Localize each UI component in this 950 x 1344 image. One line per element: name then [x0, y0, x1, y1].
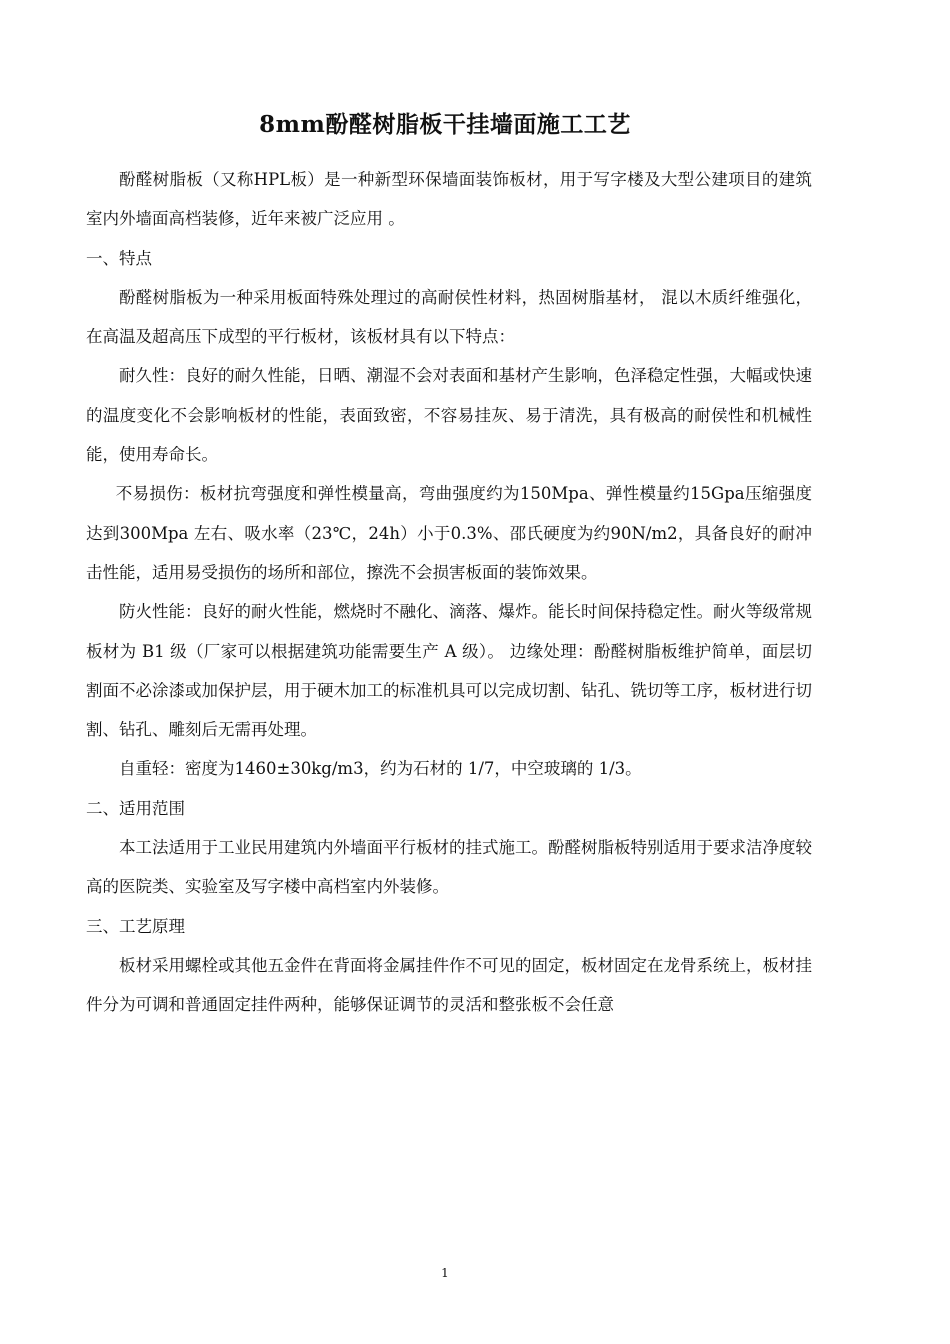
durability-paragraph: 耐久性：良好的耐久性能，日晒、潮湿不会对表面和基材产生影响，色泽稳定性强，大幅或快速的温度变化不会影响板材的性能，表面致密，不容易挂灰、易于清洗，具有极高的耐侯性和机械性能，使用寿命长。 — [86, 366, 812, 465]
section-heading-features: 一、特点 — [86, 248, 152, 268]
section-heading-scope: 二、适用范围 — [86, 798, 185, 818]
scope-paragraph: 本工法适用于工业民用建筑内外墙面平行板材的挂式施工。酚醛树脂板特别适用于要求洁净度较高的医院类、实验室及写字楼中高档室内外装修。 — [86, 838, 812, 897]
fire-performance-paragraph: 防火性能：良好的耐火性能，燃烧时不融化、滴落、爆炸。能长时间保持稳定性。耐火等级常规板材为 B1 级（厂家可以根据建筑功能需要生产 A 级）。 边缘处理：酚醛树脂板维护简单，面层切割面不必涂漆或加保护层，用于硬木加工的标准机具可以完成切割、钻孔、铣切等工序，板材进行切割、钻孔、雕刻后无需再处理。 — [86, 602, 812, 740]
page-number: 1 — [441, 1266, 449, 1280]
principle-paragraph: 板材采用螺栓或其他五金件在背面将金属挂件作不可见的固定，板材固定在龙骨系统上，板材挂件分为可调和普通固定挂件两种，能够保证调节的灵活和整张板不会任意 — [86, 955, 812, 1015]
section-heading-principle: 三、工艺原理 — [86, 916, 185, 936]
document-body — [86, 160, 812, 1025]
damage-resistance-paragraph: 不易损伤：板材抗弯强度和弹性模量高，弯曲强度约为150Mpa、弹性模量约15Gpa压缩强度达到300Mpa 左右、吸水率（23℃，24h）小于0.3%、邵氏硬度为约90N/m2，具备良好的耐冲击性能，适用易受损伤的场所和部位，擦洗不会损害板面的装饰效果。 — [86, 484, 812, 582]
light-weight-paragraph: 自重轻：密度为1460±30kg/m3，约为石材的 1/7，中空玻璃的 1/3。 — [119, 759, 642, 779]
intro-paragraph: 酚醛树脂板（又称HPL板）是一种新型环保墙面装饰板材，用于写字楼及大型公建项目的建筑室内外墙面高档装修，近年来被广泛应用 。 — [86, 170, 812, 229]
document-title: 8mm酚醛树脂板干挂墙面施工工艺 — [259, 111, 631, 138]
features-paragraph: 酚醛树脂板为一种采用板面特殊处理过的高耐侯性材料，热固树脂基材， 混以木质纤维强化，在高温及超高压下成型的平行板材，该板材具有以下特点： — [86, 287, 812, 347]
